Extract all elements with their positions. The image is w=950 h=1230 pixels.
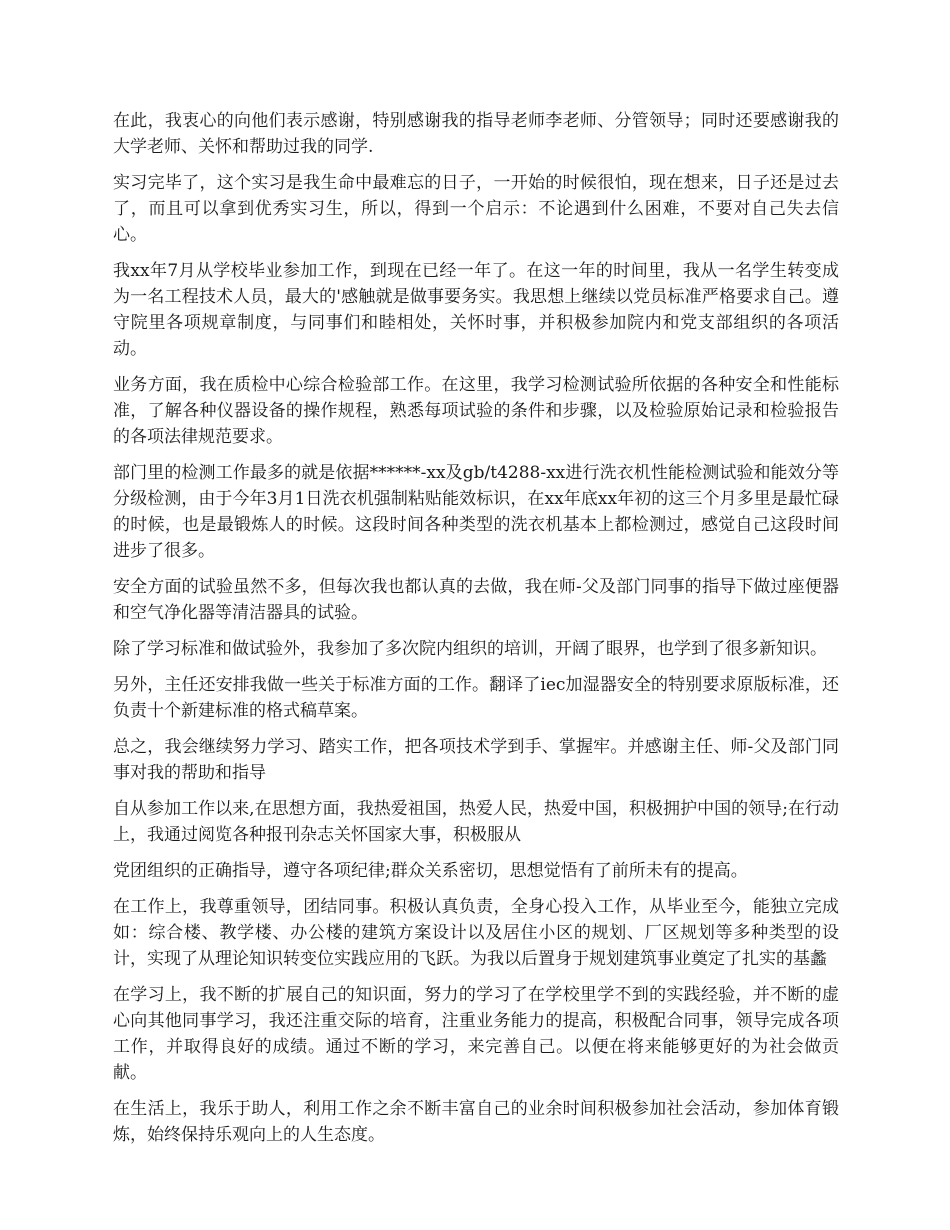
- paragraph-5: 部门里的检测工作最多的就是依据******-xx及gb/t4288-xx进行洗衣机性能检测试验和能效分等分级检测，由于今年3月1日洗衣机强制粘贴能效标识，在xx年底xx年初的这三个月多里是最忙碌的时候，也是最锻炼人的时候。这段时间各种类型的洗衣机基本上都检测过，感觉自己这段时间进步了很多。: [113, 463, 839, 561]
- document-body: [113, 108, 839, 1158]
- paragraph-2: 实习完毕了，这个实习是我生命中最难忘的日子，一开始的时候很怕，现在想来，日子还是过去了，而且可以拿到优秀实习生，所以，得到一个启示：不论遇到什么困难，不要对自己失去信心。: [113, 173, 839, 245]
- paragraph-8: 另外，主任还安排我做一些关于标准方面的工作。翻译了iec加湿器安全的特别要求原版标准，还负责十个新建标准的格式稿草案。: [113, 675, 839, 721]
- paragraph-10: 自从参加工作以来,在思想方面，我热爱祖国，热爱人民，热爱中国，积极拥护中国的领导;在行动上，我通过阅览各种报刊杂志关怀国家大事，积极服从: [113, 799, 839, 845]
- paragraph-12: 在工作上，我尊重领导，团结同事。积极认真负责，全身心投入工作，从毕业至今，能独立完成如：综合楼、教学楼、办公楼的建筑方案设计以及居住小区的规划、厂区规划等多种类型的设计，实现了从理论知识转变位实践应用的飞跃。为我以后置身于规划建筑事业奠定了扎实的基蠡: [113, 897, 839, 969]
- paragraph-11: 党团组织的正确指导，遵守各项纪律;群众关系密切，思想觉悟有了前所未有的提高。: [113, 861, 748, 881]
- paragraph-4: 业务方面，我在质检中心综合检验部工作。在这里，我学习检测试验所依据的各种安全和性能标准，了解各种仪器设备的操作规程，熟悉每项试验的条件和步骤，以及检验原始记录和检验报告的各项法律规范要求。: [113, 375, 839, 447]
- paragraph-13: 在学习上，我不断的扩展自己的知识面，努力的学习了在学校里学不到的实践经验，并不断的虚心向其他同事学习，我还注重交际的培育，注重业务能力的提高，积极配合同事，领导完成各项工作，并取得良好的成绩。通过不断的学习，来完善自己。以便在将来能够更好的为社会做贡献。: [113, 985, 839, 1083]
- paragraph-14: 在生活上，我乐于助人，利用工作之余不断丰富自己的业余时间积极参加社会活动，参加体育锻炼，始终保持乐观向上的人生态度。: [113, 1099, 839, 1145]
- paragraph-6: 安全方面的试验虽然不多，但每次我也都认真的去做，我在师-父及部门同事的指导下做过座便器和空气净化器等清洁器具的试验。: [113, 577, 839, 623]
- paragraph-7: 除了学习标准和做试验外，我参加了多次院内组织的培训，开阔了眼界，也学到了很多新知识。: [113, 639, 827, 659]
- paragraph-1: 在此，我衷心的向他们表示感谢，特别感谢我的指导老师李老师、分管领导；同时还要感谢我的大学老师、关怀和帮助过我的同学.: [113, 111, 839, 157]
- paragraph-3: 我xx年7月从学校毕业参加工作，到现在已经一年了。在这一年的时间里，我从一名学生转变成为一名工程技术人员，最大的'感触就是做事要务实。我思想上继续以党员标准严格要求自己。遵守院里各项规章制度，与同事们和睦相处，关怀时事，并积极参加院内和党支部组织的各项活动。: [113, 261, 839, 359]
- paragraph-9: 总之，我会继续努力学习、踏实工作，把各项技术学到手、掌握牢。并感谢主任、师-父及部门同事对我的帮助和指导: [113, 737, 839, 783]
